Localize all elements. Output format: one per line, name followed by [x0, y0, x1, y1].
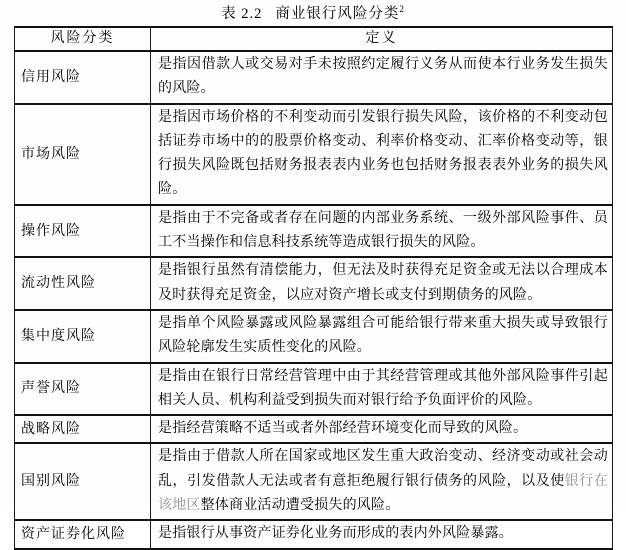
risk-definition-cell: 是指由于不完备或者存在问题的内部业务系统、一级外部风险事件、员工不当操作和信息科技系统等造成银行损失的风险。	[151, 205, 613, 258]
definition-segment: 整体商业活动遭受损失的风险。	[200, 498, 400, 514]
table-row-reputation-risk	[15, 363, 613, 416]
risk-definition-cell: 是指单个风险暴露或风险暴露组合可能给银行带来重大损失或导致银行风险轮廓发生实质性变化的风险。	[151, 310, 613, 363]
risk-definition-cell: 是指因借款人或交易对手未按照约定履行义务从而使本行业务发生损失的风险。	[151, 51, 613, 104]
definition-segment: 是指由于借款人所在国家或地区发生重大政治变动、经济变动或社会动乱，引发借款人无法或者有意拒绝履行银行债务的风险，以及使	[158, 449, 608, 489]
risk-category-cell: 声誉风险	[15, 363, 151, 416]
table-row-credit-risk	[15, 51, 613, 104]
risk-category-cell: 操作风险	[15, 205, 151, 258]
risk-category-cell: 国别风险	[15, 443, 151, 520]
table-header-row	[15, 27, 613, 51]
footnote-marker: 2	[399, 4, 405, 15]
risk-category-cell: 市场风险	[15, 104, 151, 205]
risk-definition-cell: 是指银行虽然有清偿能力，但无法及时获得充足资金或无法以合理成本及时获得充足资金，以应对资产增长或支付到期债务的风险。	[151, 257, 613, 310]
risk-definition-cell: 是指经营策略不适当或者外部经营环境变化而导致的风险。	[151, 415, 613, 443]
column-header-definition: 定义	[151, 27, 613, 51]
table-row-securitization-risk	[15, 520, 613, 548]
table-row-market-risk	[15, 104, 613, 205]
table-caption-title: 商业银行风险分类	[275, 6, 400, 22]
table-row-concentration-risk	[15, 310, 613, 363]
risk-category-cell: 资产证券化风险	[15, 520, 151, 548]
table-row-operational-risk	[15, 205, 613, 258]
table-row-strategic-risk	[15, 415, 613, 443]
risk-definition-cell: 是指由在银行日常经营管理中由于其经营管理或其他外部风险事件引起相关人员、机构利益受到损失而对银行给予负面评价的风险。	[151, 363, 613, 416]
table-row-liquidity-risk	[15, 257, 613, 310]
risk-definition-cell	[151, 443, 613, 520]
column-header-category: 风险分类	[15, 27, 151, 51]
definition-segment-faded: 银行在该地区	[158, 473, 608, 514]
risk-category-cell: 信用风险	[15, 51, 151, 104]
table-caption-number: 表 2.2	[221, 6, 263, 22]
risk-classification-table	[14, 26, 613, 550]
risk-definition-cell: 是指银行从事资产证券化业务而形成的表内外风险暴露。	[151, 520, 613, 548]
risk-category-cell: 集中度风险	[15, 310, 151, 363]
risk-category-cell: 战略风险	[15, 415, 151, 443]
risk-category-cell: 流动性风险	[15, 257, 151, 310]
table-caption	[0, 4, 626, 24]
table-row-country-risk	[15, 443, 613, 520]
risk-definition-cell: 是指因市场价格的不利变动而引发银行损失风险，该价格的不利变动包括证券市场中的的股票价格变动、利率价格变动、汇率价格变动等，银行损失风险既包括财务报表表内业务也包括财务报表表外业务的损失风险。	[151, 104, 613, 205]
